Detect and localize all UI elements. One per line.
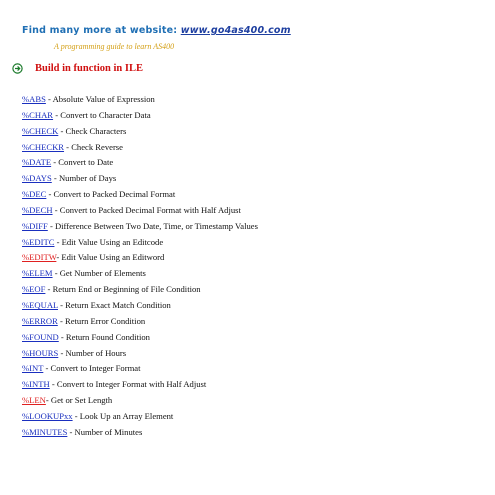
list-item xyxy=(22,394,258,410)
function-link[interactable]: %DIFF xyxy=(22,220,48,231)
function-description: - Convert to Packed Decimal Format with Half Adjust xyxy=(52,204,241,215)
function-link[interactable]: %HOURS xyxy=(22,347,59,358)
function-description: - Return Found Condition xyxy=(58,331,150,342)
function-description: - Number of Minutes xyxy=(67,426,143,437)
list-item xyxy=(22,93,258,109)
list-item xyxy=(22,299,258,315)
list-item xyxy=(22,204,258,220)
list-item xyxy=(22,236,258,252)
function-description: - Edit Value Using an Editcode xyxy=(54,236,164,247)
function-description: - Difference Between Two Date, Time, or Timestamp Values xyxy=(47,220,258,231)
function-link[interactable]: %LOOKUPxx xyxy=(22,410,73,421)
function-link[interactable]: %CHECKR xyxy=(22,141,65,152)
function-link[interactable]: %EDITC xyxy=(22,236,55,247)
function-description: - Get or Set Length xyxy=(45,395,113,406)
function-description: - Look Up an Array Element xyxy=(72,410,174,421)
list-item xyxy=(22,141,258,157)
function-description: - Convert to Integer Format with Half Adjust xyxy=(49,379,207,390)
function-list xyxy=(22,93,258,442)
function-description: - Check Characters xyxy=(58,125,127,136)
function-description: - Absolute Value of Expression xyxy=(45,94,155,104)
function-link[interactable]: %ERROR xyxy=(22,315,58,326)
list-item xyxy=(22,188,258,204)
list-item xyxy=(22,109,258,125)
function-link[interactable]: %EOF xyxy=(22,284,46,295)
function-link[interactable]: %ABS xyxy=(22,94,46,104)
function-link[interactable]: %INT xyxy=(22,363,44,374)
function-description: - Check Reverse xyxy=(64,141,123,152)
function-link[interactable]: %LEN xyxy=(22,395,46,406)
website-link[interactable]: www.go4as400.com xyxy=(180,25,291,36)
list-item xyxy=(22,378,258,394)
function-link[interactable]: %MINUTES xyxy=(22,426,68,437)
list-item xyxy=(22,315,258,331)
function-link[interactable]: %CHAR xyxy=(22,109,54,120)
function-description: - Get Number of Elements xyxy=(52,268,146,279)
list-item xyxy=(22,267,258,283)
function-link[interactable]: %DEC xyxy=(22,189,47,200)
function-description: - Return Exact Match Condition xyxy=(57,299,171,310)
function-description: - Return Error Condition xyxy=(57,315,146,326)
function-link[interactable]: %DATE xyxy=(22,157,52,168)
list-item xyxy=(22,251,258,267)
tagline: A programming guide to learn AS400 xyxy=(54,42,175,51)
function-link[interactable]: %DAYS xyxy=(22,173,52,184)
function-link[interactable]: %ELEM xyxy=(22,268,53,279)
function-description: - Convert to Packed Decimal Format xyxy=(46,189,176,200)
function-description: - Convert to Character Data xyxy=(53,109,151,120)
list-item xyxy=(22,347,258,363)
list-item xyxy=(22,426,258,442)
function-link[interactable]: %EDITW xyxy=(22,252,57,263)
function-link[interactable]: %EQUAL xyxy=(22,299,58,310)
function-description: - Edit Value Using an Editword xyxy=(56,252,165,263)
function-link[interactable]: %FOUND xyxy=(22,331,59,342)
function-description: - Convert to Date xyxy=(51,157,114,168)
section-heading-text: Build in function in ILE xyxy=(35,63,143,74)
list-item xyxy=(22,331,258,347)
list-item xyxy=(22,156,258,172)
list-item xyxy=(22,172,258,188)
function-link[interactable]: %DECH xyxy=(22,204,53,215)
function-link[interactable]: %CHECK xyxy=(22,125,59,136)
site-banner xyxy=(22,25,291,36)
section-heading xyxy=(12,63,143,74)
function-description: - Number of Days xyxy=(51,173,117,184)
function-description: - Number of Hours xyxy=(58,347,127,358)
function-description: - Convert to Integer Format xyxy=(43,363,141,374)
list-item xyxy=(22,220,258,236)
list-item xyxy=(22,410,258,426)
list-item xyxy=(22,362,258,378)
list-item xyxy=(22,283,258,299)
list-item xyxy=(22,125,258,141)
function-description: - Return End or Beginning of File Condition xyxy=(45,284,201,295)
function-link[interactable]: %INTH xyxy=(22,379,50,390)
site-prefix: Find many more at website: xyxy=(22,25,181,36)
circled-arrow-right-icon xyxy=(12,63,23,74)
